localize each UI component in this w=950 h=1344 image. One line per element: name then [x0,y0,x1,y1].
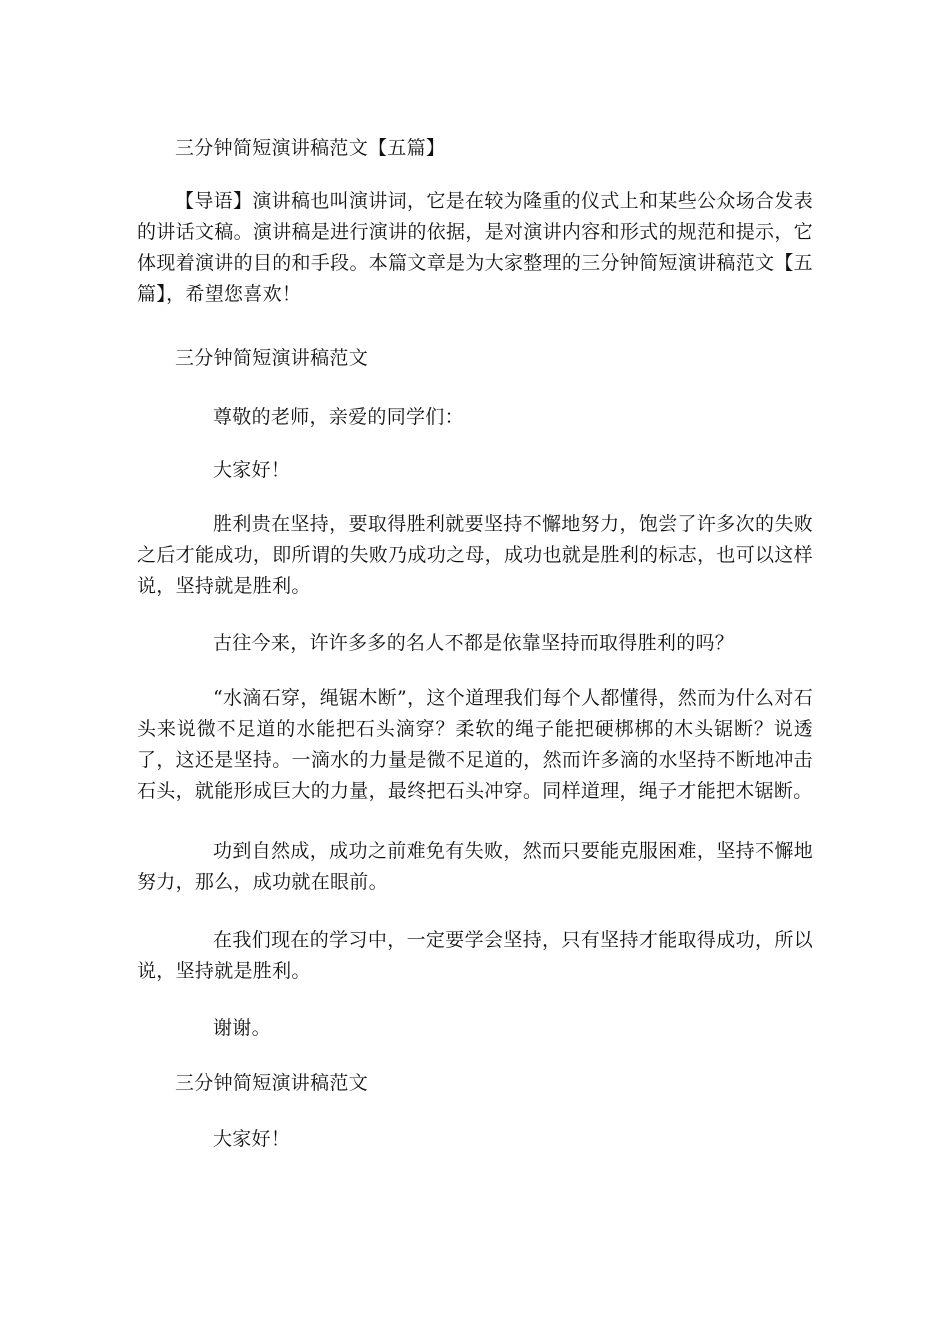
body-paragraph-4-text: 功到自然成，成功之前难免有失败，然而只要能克服困难，坚持不懈地努力，那么，成功就在眼前。 [137,840,813,893]
section-heading-2: 三分钟简短演讲稿范文 [175,1072,369,1094]
body-paragraph-1-text: 胜利贵在坚持，要取得胜利就要坚持不懈地努力，饱尝了许多次的失败之后才能成功，即所谓的失败乃成功之母，成功也就是胜利的标志，也可以这样说，坚持就是胜利。 [137,513,813,597]
greeting: 大家好！ [213,459,291,481]
body-paragraph-5 [137,925,813,987]
body-paragraph-3 [137,683,813,807]
body-paragraph-3-text: “水滴石穿，绳锯木断”，这个道理我们每个人都懂得，然而为什么对石头来说微不足道的水能把石头滴穿？柔软的绳子能把硬梆梆的木头锯断？说透了，这还是坚持。一滴水的力量是微不足道的，然而许多滴的水坚持不断地冲击石头，就能形成巨大的力量，最终把石头冲穿。同样道理，绳子才能把木锯断。 [137,687,813,802]
intro-paragraph [137,186,813,310]
section-2-greeting: 大家好！ [213,1128,291,1150]
body-paragraph-2: 古往今来，许许多多的名人不都是依靠坚持而取得胜利的吗？ [213,632,735,654]
thanks: 谢谢。 [213,1017,271,1039]
intro-text: 【导语】演讲稿也叫演讲词，它是在较为隆重的仪式上和某些公众场合发表的讲话文稿。演讲稿是进行演讲的依据，是对演讲内容和形式的规范和提示，它体现着演讲的目的和手段。本篇文章是为大家整理的三分钟简短演讲稿范文【五篇】，希望您喜欢！ [137,190,813,305]
body-paragraph-1 [137,509,813,602]
section-heading-1: 三分钟简短演讲稿范文 [175,347,369,369]
body-paragraph-5-text: 在我们现在的学习中，一定要学会坚持，只有坚持才能取得成功，所以说，坚持就是胜利。 [137,929,813,982]
salutation: 尊敬的老师，亲爱的同学们： [213,406,464,428]
body-paragraph-4 [137,836,813,898]
document-title: 三分钟简短演讲稿范文【五篇】 [175,137,446,159]
